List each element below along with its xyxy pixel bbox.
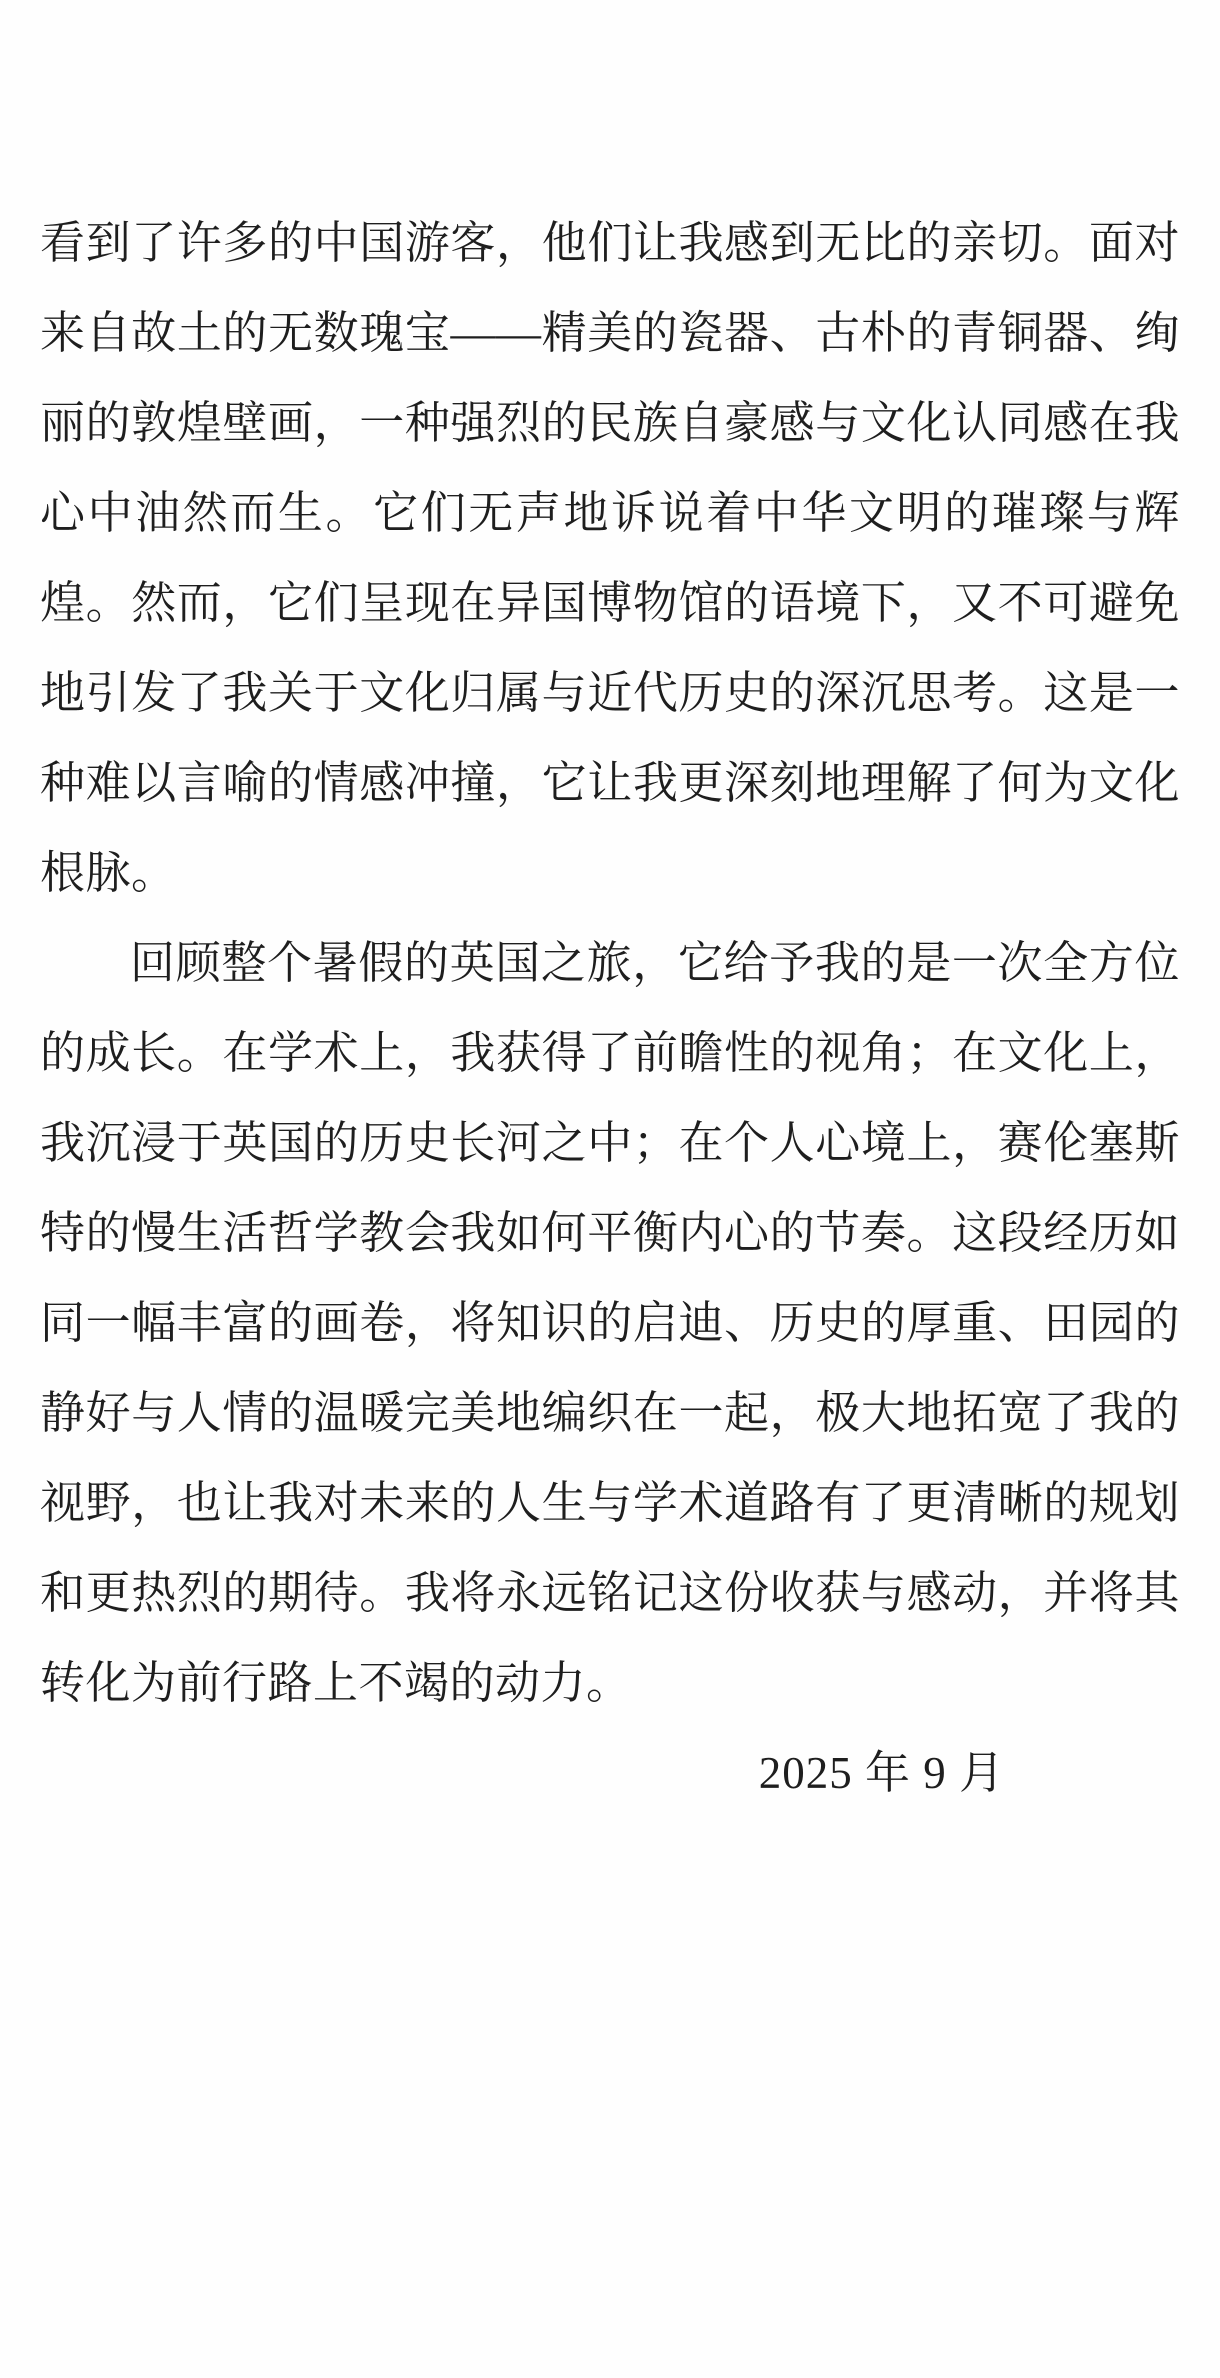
- essay-paragraph-1: 看到了许多的中国游客，他们让我感到无比的亲切。面对来自故土的无数瑰宝——精美的瓷器、古朴的青铜器、绚丽的敦煌壁画，一种强烈的民族自豪感与文化认同感在我心中油然而生。它们无声地诉说着中华文明的璀璨与辉煌。然而，它们呈现在异国博物馆的语境下，又不可避免地引发了我关于文化归属与近代历史的深沉思考。这是一种难以言喻的情感冲撞，它让我更深刻地理解了何为文化根脉。: [40, 218, 1180, 898]
- date-line: 2025 年 9 月: [758, 1748, 1005, 1798]
- essay-paragraph-2: 回顾整个暑假的英国之旅，它给予我的是一次全方位的成长。在学术上，我获得了前瞻性的视角；在文化上，我沉浸于英国的历史长河之中；在个人心境上，赛伦塞斯特的慢生活哲学教会我如何平衡内心的节奏。这段经历如同一幅丰富的画卷，将知识的启迪、历史的厚重、田园的静好与人情的温暖完美地编织在一起，极大地拓宽了我的视野，也让我对未来的人生与学术道路有了更清晰的规划和更热烈的期待。我将永远铭记这份收获与感动，并将其转化为前行路上不竭的动力。: [40, 938, 1180, 1708]
